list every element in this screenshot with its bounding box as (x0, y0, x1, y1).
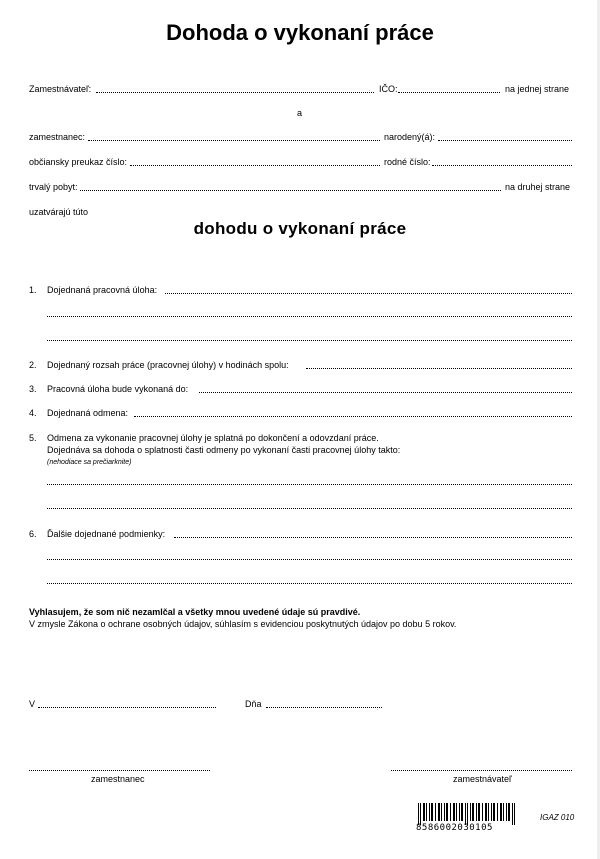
place-label: V (29, 699, 36, 709)
item-3-label: Pracovná úloha bude vykonaná do: (47, 384, 189, 394)
declaration-text: V zmysle Zákona o ochrane osobných údajov, súhlasím s evidenciou poskytnutých údajov po dobu 5 rokov. (29, 619, 457, 629)
employee-signature-label: zamestnanec (91, 774, 145, 784)
residence-field[interactable] (80, 190, 501, 191)
item-3-field[interactable] (199, 392, 572, 393)
employer-label: Zamestnávateľ: (29, 84, 92, 94)
item-5-line-1[interactable] (47, 484, 572, 485)
document-subtitle: dohodu o vykonaní práce (193, 219, 407, 238)
date-label: Dňa (245, 699, 262, 709)
item-6-label: Ďalšie dojednané podmienky: (47, 529, 166, 539)
item-4-label: Dojednaná odmena: (47, 408, 129, 418)
birth-number-label: rodné číslo: (384, 157, 431, 167)
residence-label: trvalý pobyt: (29, 182, 78, 192)
born-label: narodený(á): (384, 132, 436, 142)
ico-label: IČO: (379, 84, 398, 94)
birth-number-field[interactable] (432, 165, 572, 166)
employee-signature-line[interactable] (29, 770, 210, 771)
barcode-number: 8586002030105 (416, 823, 493, 833)
item-6-line-3[interactable] (47, 583, 572, 584)
form-code: IGAZ 010 (540, 813, 575, 822)
item-2-label: Dojednaný rozsah práce (pracovnej úlohy) v hodinách spolu: (47, 360, 289, 370)
employee-field[interactable] (88, 140, 380, 141)
document-title: Dohoda o vykonaní práce (166, 20, 434, 45)
item-5-note: (nehodiace sa prečiarknite) (47, 459, 132, 466)
item-1-number: 1. (29, 285, 37, 295)
item-1-label: Dojednaná pracovná úloha: (47, 285, 158, 295)
item-6-number: 6. (29, 529, 37, 539)
declaration-bold: Vyhlasujem, že som nič nezamlčal a všetky mnou uvedené údaje sú pravdivé. (29, 607, 361, 617)
item-1-field[interactable] (165, 293, 572, 294)
id-card-label: občiansky preukaz číslo: (29, 157, 128, 167)
item-5-label: Odmena za vykonanie pracovnej úlohy je splatná po dokončení a odovzdaní práce. (47, 433, 379, 443)
on-one-side: na jednej strane (505, 84, 570, 94)
item-4-number: 4. (29, 408, 37, 418)
id-card-field[interactable] (130, 165, 380, 166)
employee-label: zamestnanec: (29, 132, 86, 142)
item-2-number: 2. (29, 360, 37, 370)
date-field[interactable] (266, 707, 382, 708)
item-4-field[interactable] (134, 416, 572, 417)
item-2-field[interactable] (306, 368, 572, 369)
on-other-side: na druhej strane (505, 182, 571, 192)
item-6-field[interactable] (174, 537, 572, 538)
place-field[interactable] (38, 707, 216, 708)
employer-field[interactable] (96, 92, 374, 93)
born-field[interactable] (438, 140, 572, 141)
item-5-number: 5. (29, 433, 37, 443)
item-1-line-3[interactable] (47, 340, 572, 341)
item-5-label-2: Dojednáva sa dohoda o splatnosti časti odmeny po vykonaní časti pracovnej úlohy takto: (47, 445, 401, 455)
item-5-line-2[interactable] (47, 508, 572, 509)
item-3-number: 3. (29, 384, 37, 394)
employer-signature-label: zamestnávateľ (453, 774, 512, 784)
employer-signature-line[interactable] (391, 770, 572, 771)
item-6-line-2[interactable] (47, 559, 572, 560)
and-word: a (297, 108, 303, 118)
concluding-text: uzatvárajú túto (29, 207, 89, 217)
item-1-line-2[interactable] (47, 316, 572, 317)
ico-field[interactable] (398, 92, 500, 93)
